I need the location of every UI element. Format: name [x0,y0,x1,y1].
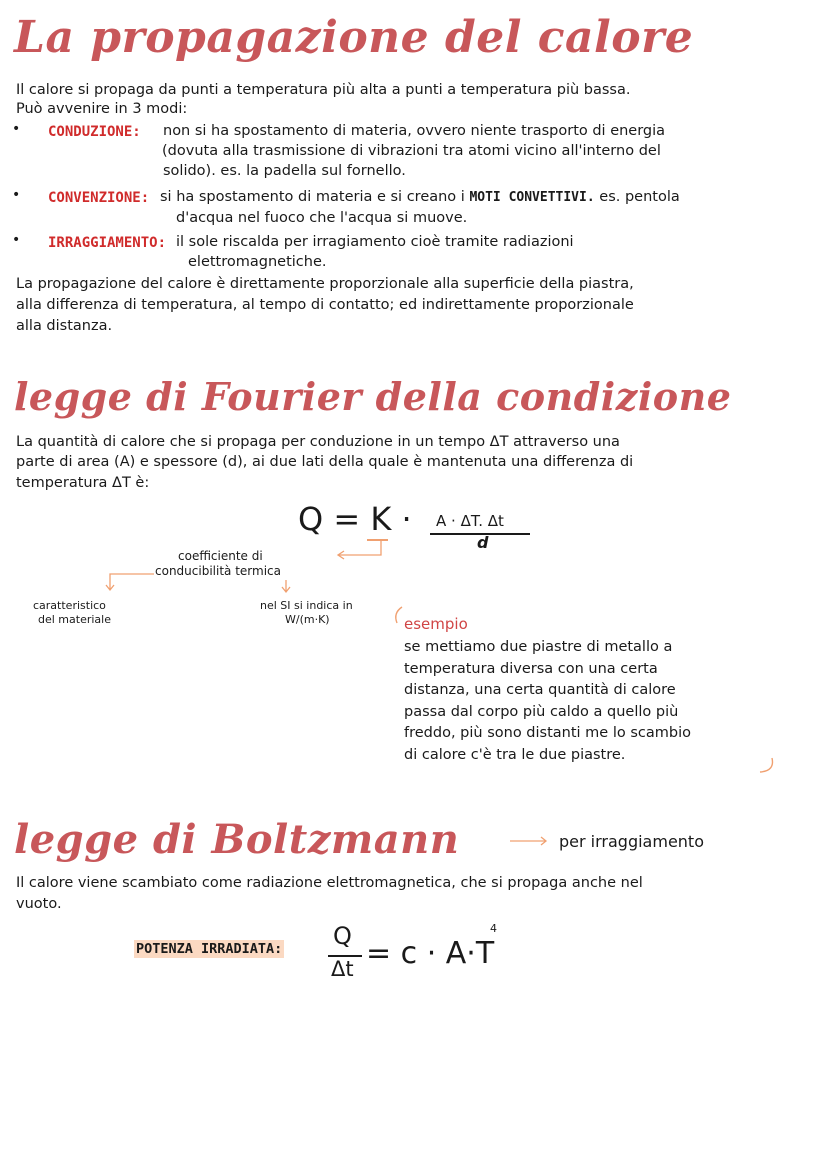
irraggiamento-line-1: il sole riscalda per irragiamento cioè tramite radiazioni [176,234,574,250]
si-label-2: W/(m·K) [285,613,330,626]
example-line: di calore c'è tra le due piastre. [404,746,626,763]
fourier-line-2: parte di area (A) e spessore (d), ai due lati della quale è mantenuta una differenza di [16,454,634,470]
section-2-title: legge di Fourier della condizione [14,374,732,419]
section-3-subtitle: per irraggiamento [559,832,704,851]
boltzmann-exponent: 4 [490,922,497,935]
conduzione-line-1: non si ha spostamento di materia, ovvero niente trasporto di energia [163,123,666,139]
fourier-line-3: temperatura ΔT è: [16,475,150,491]
coeff-label-2: conducibilità termica [155,564,281,578]
term-convenzione: CONVENZIONE: [48,190,150,206]
char-arrow [106,574,154,590]
term-conduzione: CONDUZIONE: [48,124,141,140]
si-arrow [282,580,290,592]
convenzione-line-1 [160,187,680,208]
example-bracket-open [396,607,402,623]
example-bracket-close [760,758,773,772]
char-label-2: del materiale [38,613,111,626]
fourier-line-1: La quantità di calore che si propaga per conduzione in un tempo ΔT attraverso una [16,434,620,450]
boltzmann-line-1: Il calore viene scambiato come radiazione elettromagnetica, che si propaga anche nel [16,875,643,891]
example-line: temperatura diversa con una certa [404,660,658,677]
convenzione-example: es. pentola [599,189,680,205]
paragraph-line-3: alla distanza. [16,318,113,334]
conduzione-line-2: (dovuta alla trasmissione di vibrazioni tra atomi vicino all'interno del [162,143,661,159]
boltzmann-line-2: vuoto. [16,896,62,912]
power-label: POTENZA IRRADIATA: [136,941,283,957]
example-heading: esempio [404,615,468,633]
moti-convettivi: MOTI CONVETTIVI. [469,190,595,205]
intro-line-2: Può avvenire in 3 modi: [16,101,188,117]
bullet-dot: • [12,232,21,248]
boltzmann-rhs: = c · A·T [366,936,495,971]
boltzmann-arrow-head [541,837,546,845]
coeff-label-1: coefficiente di [178,549,263,563]
irraggiamento-line-2: elettromagnetiche. [188,254,327,270]
example-line: freddo, più sono distanti me lo scambio [404,725,691,741]
convenzione-text: si ha spostamento di materia e si creano i [160,189,465,205]
char-label-1: caratteristico [33,599,106,612]
bullet-dot: • [12,121,21,137]
si-label-1: nel SI si indica in [260,599,353,612]
example-line: se mettiamo due piastre di metallo a [404,639,673,655]
conduzione-line-3: solido). es. la padella sul fornello. [163,163,406,179]
example-line: distanza, una certa quantità di calore [404,682,676,698]
boltzmann-denominator: Δt [331,957,354,981]
convenzione-line-2: d'acqua nel fuoco che l'acqua si muove. [176,210,468,226]
fourier-formula-denominator: d [477,533,489,552]
fourier-formula-lhs: Q = K · [298,500,412,538]
example-body [404,637,691,766]
boltzmann-numerator: Q [333,922,352,950]
bullet-dot: • [12,187,21,203]
intro-line-1: Il calore si propaga da punti a temperatura più alta a punti a temperatura più bassa. [16,82,631,98]
paragraph-line-1: La propagazione del calore è direttamente proporzionale alla superficie della piastra, [16,276,634,292]
term-irraggiamento: IRRAGGIAMENTO: [48,235,167,251]
section-3-title: legge di Boltzmann [14,816,460,863]
section-1-title: La propagazione del calore [14,12,694,63]
paragraph-line-2: alla differenza di temperatura, al tempo di contatto; ed indirettamente proporzionale [16,297,634,313]
example-line: passa dal corpo più caldo a quello più [404,703,679,720]
k-arrow [338,540,381,559]
fourier-formula-numerator: A · ΔT. Δt [436,512,504,530]
